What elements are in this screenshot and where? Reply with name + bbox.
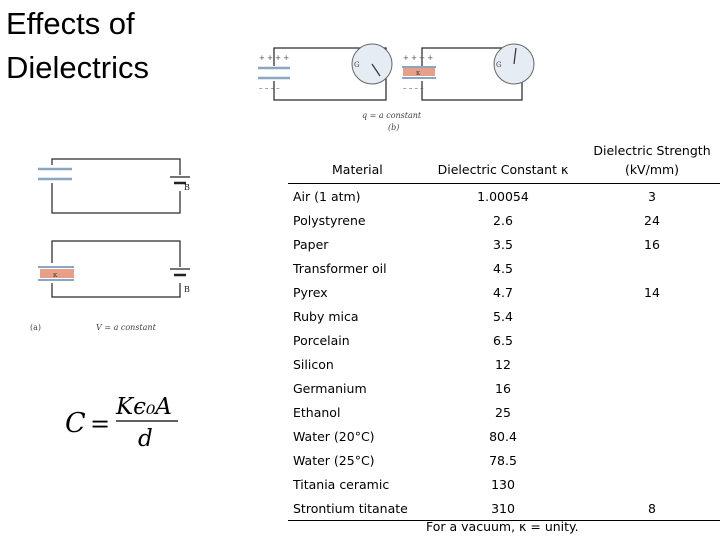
dielectric-strength-cell: 8 [648, 500, 656, 516]
slide-title [6, 2, 149, 90]
dielectric-strength-cell [584, 424, 720, 448]
formula-denominator: d [138, 426, 153, 452]
table-row [288, 376, 720, 400]
header-dielectric-strength [584, 141, 720, 184]
dielectric-strength-cell [584, 448, 720, 472]
dielectric-constant-cell: 6.5 [493, 332, 513, 348]
capacitance-formula [60, 386, 190, 456]
header-dielectric-constant: Dielectric Constant κ [437, 162, 569, 177]
figure-a-circuit-diagram [28, 155, 228, 335]
dielectric-strength-cell: 14 [644, 284, 660, 300]
dielectric-strength-cell [584, 472, 720, 496]
bottom-battery-label: B [184, 285, 190, 294]
dielectric-strength-cell [584, 328, 720, 352]
dielectric-strength-cell [584, 256, 720, 280]
right-plate-charges-top: + + + + [403, 54, 434, 62]
dielectric-strength-cell [584, 376, 720, 400]
header-strength-line-1: Dielectric Strength [593, 143, 711, 158]
header-strength-line-2: (kV/mm) [624, 162, 680, 177]
table-row [288, 400, 720, 424]
header-material: Material [332, 162, 383, 177]
material-cell: Polystyrene [293, 212, 366, 228]
material-cell: Titania ceramic [293, 476, 390, 492]
dielectric-strength-cell [584, 400, 720, 424]
table-row [288, 472, 720, 496]
table-row [288, 280, 720, 304]
formula-lhs: C [65, 408, 86, 439]
galvanometer-left-label: G [354, 61, 360, 69]
table-row [288, 184, 720, 209]
material-cell: Transformer oil [293, 260, 387, 276]
material-cell: Germanium [293, 380, 367, 396]
table-header-row [288, 141, 720, 184]
left-plate-charges-top: + + + + [259, 54, 290, 62]
title-line-2: Dielectrics [6, 50, 149, 85]
table-row [288, 256, 720, 280]
dielectric-constant-cell: 12 [495, 356, 511, 372]
figure-a-caption: V = a constant [96, 323, 156, 332]
figure-b-label: (b) [388, 123, 400, 132]
dielectric-constant-cell: 80.4 [489, 428, 517, 444]
dielectric-constant-cell: 5.4 [493, 308, 513, 324]
right-plate-charges-bottom: – – – – [403, 84, 424, 92]
dielectric-constant-cell: 1.00054 [477, 188, 529, 204]
table-row [288, 496, 720, 521]
top-battery-label: B [184, 183, 190, 192]
left-plate-charges-bottom: – – – – [259, 84, 280, 92]
bottom-kappa-label: κ [53, 271, 58, 279]
material-cell: Pyrex [293, 284, 328, 300]
dielectric-properties-table [288, 141, 720, 521]
material-cell: Air (1 atm) [293, 188, 361, 204]
dielectric-constant-cell: 16 [495, 380, 511, 396]
dielectric-constant-cell: 3.5 [493, 236, 513, 252]
material-cell: Ruby mica [293, 308, 359, 324]
table-row [288, 304, 720, 328]
material-cell: Strontium titanate [293, 500, 408, 516]
dielectric-constant-cell: 2.6 [493, 212, 513, 228]
dielectric-strength-cell [584, 352, 720, 376]
right-kappa-label: κ [416, 69, 421, 77]
table-row [288, 424, 720, 448]
material-cell: Water (25°C) [293, 452, 375, 468]
table-row [288, 328, 720, 352]
dielectric-constant-cell: 310 [491, 500, 515, 516]
table-row [288, 448, 720, 472]
galvanometer-right-label: G [496, 61, 502, 69]
dielectric-constant-cell: 4.5 [493, 260, 513, 276]
title-line-1: Effects of [6, 6, 135, 41]
dielectric-constant-cell: 4.7 [493, 284, 513, 300]
material-cell: Ethanol [293, 404, 341, 420]
dielectric-constant-cell: 130 [491, 476, 515, 492]
formula-equals: = [90, 410, 111, 438]
material-cell: Silicon [293, 356, 334, 372]
figure-b-caption: q = a constant [362, 111, 422, 120]
table-row [288, 208, 720, 232]
formula-numerator: Kϵ₀A [116, 394, 172, 420]
dielectric-constant-cell: 78.5 [489, 452, 517, 468]
figure-a-label: (a) [30, 323, 42, 332]
table-row [288, 352, 720, 376]
material-cell: Water (20°C) [293, 428, 375, 444]
dielectric-strength-cell [584, 304, 720, 328]
dielectric-strength-cell: 3 [648, 188, 656, 204]
dielectric-constant-cell: 25 [495, 404, 511, 420]
table-row [288, 232, 720, 256]
material-cell: Paper [293, 236, 329, 252]
table-footnote: For a vacuum, κ = unity. [426, 519, 579, 534]
material-cell: Porcelain [293, 332, 350, 348]
dielectric-strength-cell: 16 [644, 236, 660, 252]
figure-b-circuit-diagram [250, 30, 550, 140]
dielectric-strength-cell: 24 [644, 212, 660, 228]
